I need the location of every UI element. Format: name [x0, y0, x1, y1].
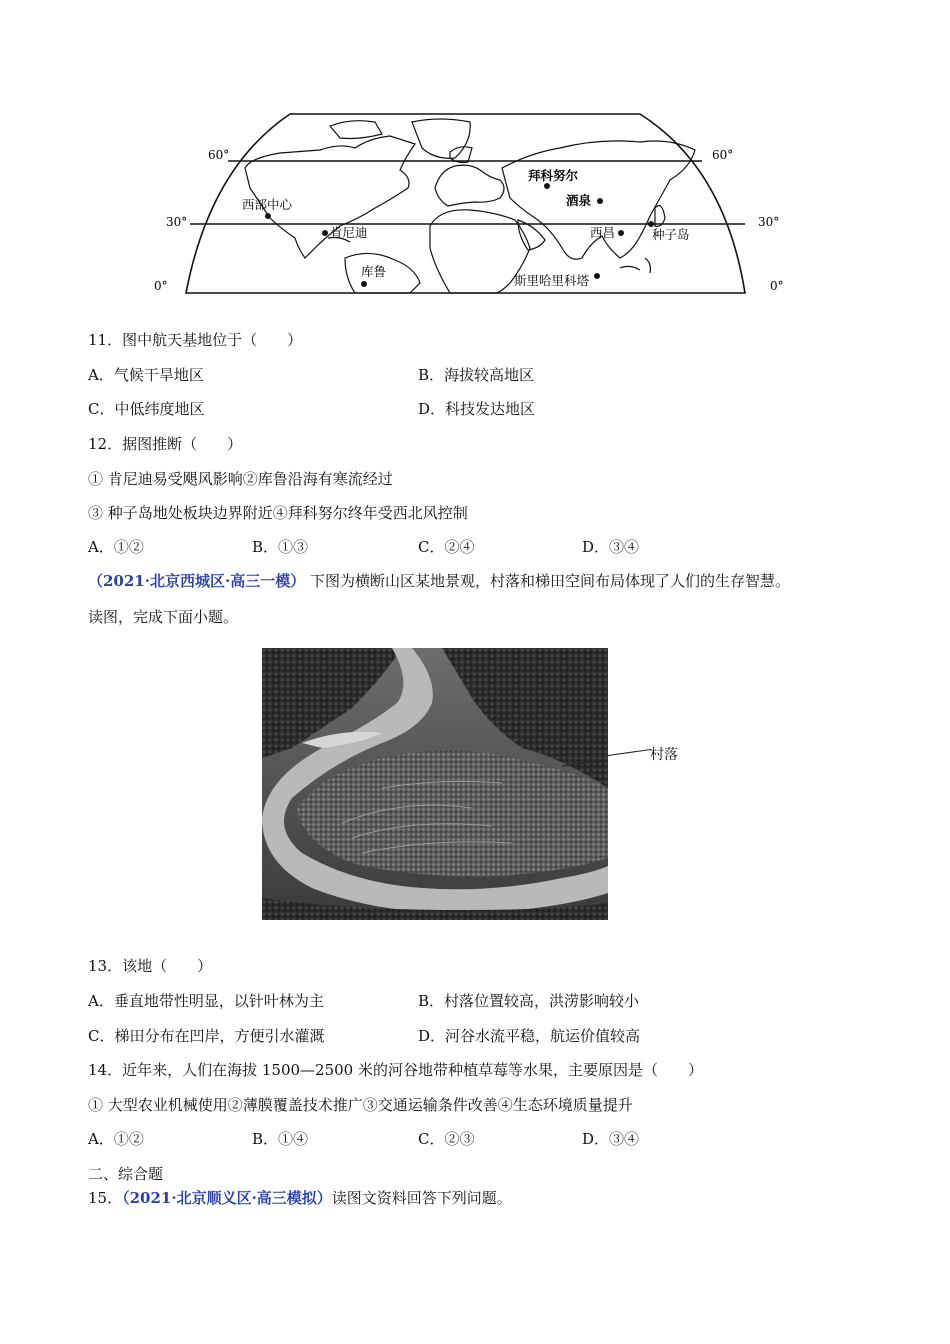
village-label: 村落 — [650, 747, 678, 763]
q11-option-b[interactable]: B．海拔较高地区 — [418, 366, 535, 384]
lat-30-right-label: 30° — [758, 215, 780, 229]
sriharikota-marker — [594, 273, 600, 279]
q13-option-b[interactable]: B．村落位置较高，洪涝影响较小 — [418, 992, 640, 1010]
q12-statement-2: ③ 种子岛地处板块边界附近④拜科努尔终年受西北风控制 — [88, 504, 468, 522]
world-map — [150, 108, 790, 300]
q13-option-a[interactable]: A．垂直地带性明显，以针叶林为主 — [88, 992, 324, 1010]
xichang-label: 西昌 — [590, 225, 616, 240]
intro-source: （2021·北京西城区·高三一模） — [88, 572, 306, 590]
intro-line-1 — [88, 570, 790, 591]
intro-text: 下图为横断山区某地景观，村落和梯田空间布局体现了人们的生存智慧。 — [309, 572, 790, 590]
q11-option-a[interactable]: A．气候干旱地区 — [88, 366, 204, 384]
lat-30-left-label: 30° — [166, 215, 188, 229]
q13-option-c[interactable]: C．梯田分布在凹岸，方便引水灌溉 — [88, 1027, 325, 1045]
q15-number: 15． — [88, 1189, 123, 1207]
q13-stem: 13．该地（ ） — [88, 957, 213, 975]
western-center-label: 西部中心 — [242, 197, 293, 212]
landscape-photo — [262, 648, 608, 920]
q12-option-c[interactable]: C．②④ — [418, 538, 475, 556]
baikonur-marker — [544, 183, 550, 189]
baikonur-label: 拜科努尔 — [528, 168, 579, 183]
q12-option-b[interactable]: B．①③ — [252, 538, 309, 556]
q14-stem: 14．近年来，人们在海拔 1500—2500 米的河谷地带种植草莓等水果，主要原因是（ ） — [88, 1061, 703, 1079]
jiuquan-label: 酒泉 — [566, 193, 592, 208]
kourou-label: 库鲁 — [361, 264, 387, 279]
kourou-marker — [361, 281, 367, 287]
jiuquan-marker — [597, 198, 603, 204]
kennedy-label: 肯尼迪 — [330, 225, 368, 240]
q11-option-c[interactable]: C．中低纬度地区 — [88, 400, 205, 418]
q15-line — [88, 1187, 512, 1208]
kennedy-marker — [322, 230, 328, 236]
q14-statements: ① 大型农业机械使用②薄膜覆盖技术推广③交通运输条件改善④生态环境质量提升 — [88, 1096, 633, 1114]
q11-option-d[interactable]: D．科技发达地区 — [418, 400, 536, 418]
q14-option-a[interactable]: A．①② — [88, 1130, 144, 1148]
q15-source: （2021·北京顺义区·高三模拟） — [122, 1189, 332, 1207]
q12-option-a[interactable]: A．①② — [88, 538, 144, 556]
q14-option-c[interactable]: C．②③ — [418, 1130, 475, 1148]
q13-option-d[interactable]: D．河谷水流平稳，航运价值较高 — [418, 1027, 641, 1045]
q15-text: 读图文资料回答下列问题。 — [331, 1189, 512, 1207]
q12-stem: 12．据图推断（ ） — [88, 435, 243, 453]
lat-0-right-label: 0° — [770, 279, 784, 293]
lat-0-left-label: 0° — [154, 279, 168, 293]
village-pointer-line — [608, 749, 652, 756]
western-center-marker — [265, 213, 271, 219]
lat-60-right-label: 60° — [712, 148, 734, 162]
section-title: 二、综合题 — [88, 1165, 164, 1183]
intro-line-2: 读图，完成下面小题。 — [88, 608, 239, 626]
xichang-marker — [618, 230, 624, 236]
q12-option-d[interactable]: D．③④ — [582, 538, 640, 556]
lat-60-left-label: 60° — [208, 148, 230, 162]
tanegashima-label: 种子岛 — [652, 227, 690, 242]
q12-statement-1: ① 肯尼迪易受飓风影响②库鲁沿海有寒流经过 — [88, 470, 393, 488]
q14-option-d[interactable]: D．③④ — [582, 1130, 640, 1148]
q14-option-b[interactable]: B．①④ — [252, 1130, 309, 1148]
sriharikota-label: 斯里哈里科塔 — [514, 273, 590, 288]
q11-stem: 11．图中航天基地位于（ ） — [88, 331, 303, 349]
